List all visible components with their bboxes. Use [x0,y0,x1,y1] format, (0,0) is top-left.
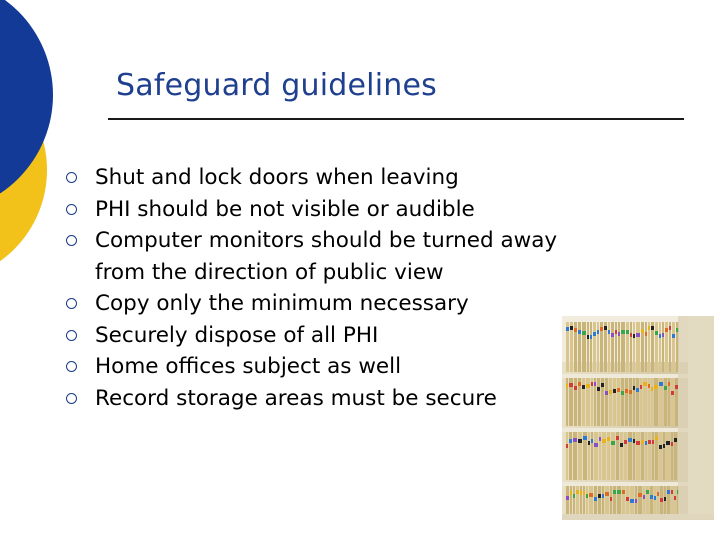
bullet-item-continuation [66,257,626,289]
bullet-text: from the direction of public view [95,259,444,285]
bullet-text: PHI should be not visible or audible [95,196,475,222]
bullet-ring-icon [66,235,77,246]
bullet-ring-icon [66,361,77,372]
bullet-text: Copy only the minimum necessary [95,291,469,316]
bullet-text: Securely dispose of all PHI [95,322,379,348]
medical-records-shelves-photo [562,316,714,520]
bullet-ring-icon [66,393,77,404]
bullet-item [66,383,626,415]
bullet-item [66,288,626,320]
bullet-ring-icon [66,298,77,309]
bullet-ring-icon [66,330,77,341]
corner-circles-decoration [0,0,60,290]
bullet-text: Record storage areas must be secure [95,385,497,411]
bullet-item [66,351,626,383]
bullet-item [66,194,626,226]
bullet-item [66,320,626,352]
bullet-item [66,162,626,194]
bullet-item [66,225,626,257]
bullet-ring-icon [66,204,77,215]
bullet-text: Home offices subject as well [95,354,402,379]
title-underline [108,118,684,120]
bullet-text: Shut and lock doors when leaving [95,165,459,190]
bullet-list [66,162,626,414]
bullet-text: Computer monitors should be turned away [95,228,558,253]
bullet-ring-icon [66,172,77,183]
slide-title: Safeguard guidelines [116,68,437,103]
